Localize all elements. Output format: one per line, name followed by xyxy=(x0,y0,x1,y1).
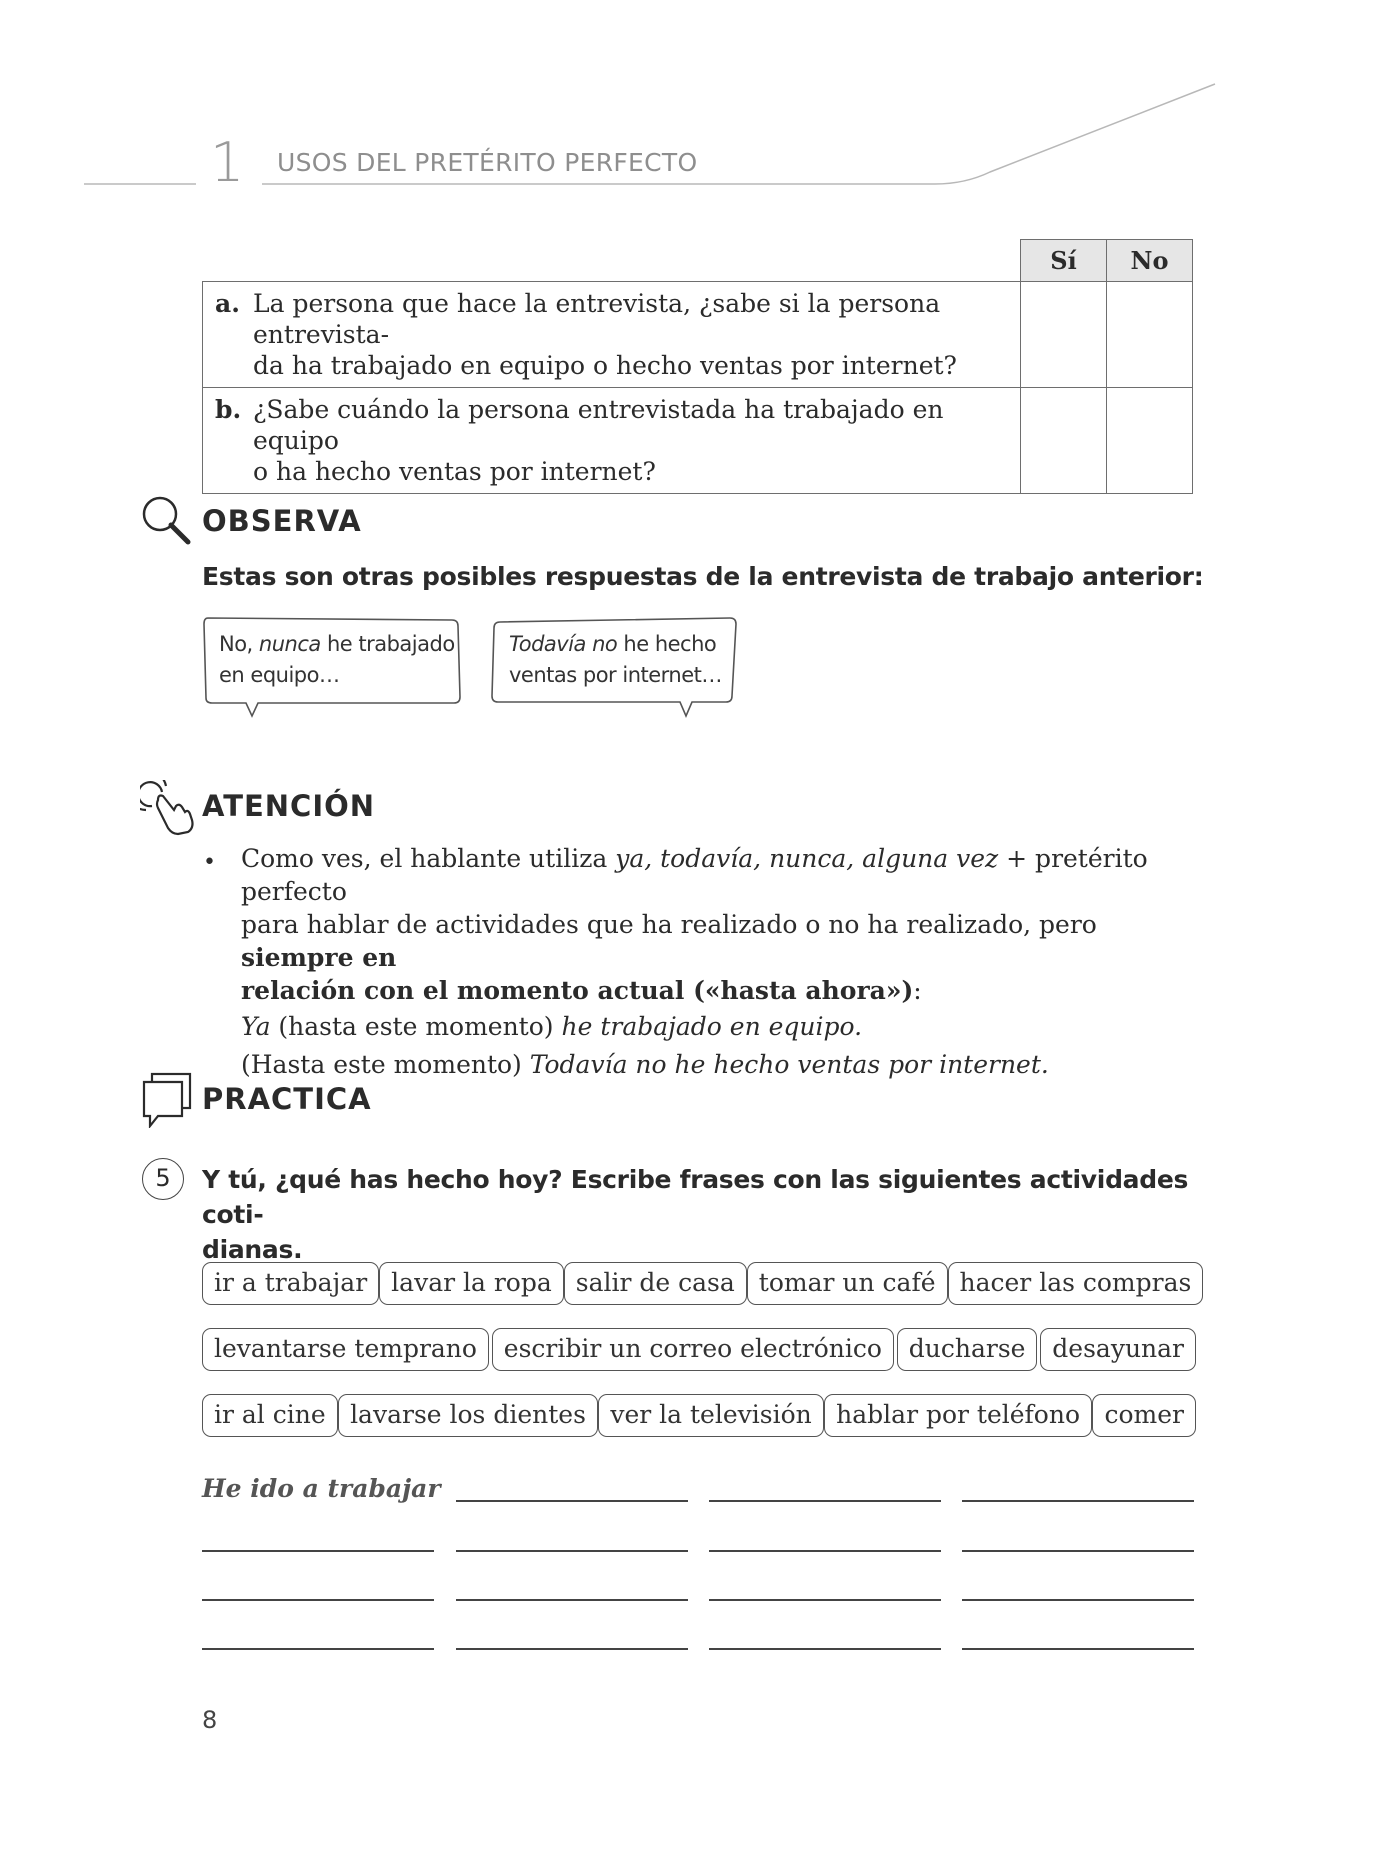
answer-line[interactable] xyxy=(456,1500,688,1502)
answer-line[interactable] xyxy=(709,1599,941,1601)
activity-chip: desayunar xyxy=(1040,1328,1196,1371)
chat-icon xyxy=(142,1072,194,1128)
activity-chips-row xyxy=(202,1262,1196,1305)
activity-chips-row xyxy=(202,1394,1196,1437)
answer-line[interactable] xyxy=(962,1599,1194,1601)
activity-chip: lavar la ropa xyxy=(379,1262,564,1305)
atencion-text: Como ves, el hablante utiliza ya, todavía, nunca, alguna vez + pretérito perfecto para hablar de actividades que ha realizado o no ha realizado, pero siempre en relación con el momento actual («hasta ahora»): Ya (hasta este momento) he trabajado en equipo. (Hasta este momento) Todavía no he hecho ventas por internet. xyxy=(241,842,1191,1083)
question-letter: a. xyxy=(215,289,240,318)
activity-chip: lavarse los dientes xyxy=(338,1394,598,1437)
answer-line[interactable] xyxy=(709,1648,941,1650)
answer-cell-no[interactable] xyxy=(1107,282,1193,388)
activity-chip: hacer las compras xyxy=(948,1262,1204,1305)
answer-line[interactable] xyxy=(709,1550,941,1552)
activity-chips-row xyxy=(202,1328,1196,1371)
answer-cell-no[interactable] xyxy=(1107,388,1193,494)
section-title-observa: OBSERVA xyxy=(202,504,362,538)
question-text-line: da ha trabajado en equipo o hecho ventas por internet? xyxy=(253,351,957,380)
question-text-line: o ha hecho ventas por internet? xyxy=(253,457,656,486)
answer-line[interactable] xyxy=(202,1550,434,1552)
activity-chip: ver la televisión xyxy=(598,1394,823,1437)
activity-chip: hablar por teléfono xyxy=(824,1394,1092,1437)
observa-lead: Estas son otras posibles respuestas de la entrevista de trabajo anterior: xyxy=(202,562,1204,591)
activity-chip: levantarse temprano xyxy=(202,1328,489,1371)
activity-chip: ir a trabajar xyxy=(202,1262,379,1305)
example-sentence-1: Ya (hasta este momento) he trabajado en equipo. xyxy=(241,1012,863,1041)
question-table xyxy=(202,239,1193,494)
table-row xyxy=(203,282,1193,388)
answer-line[interactable] xyxy=(962,1500,1194,1502)
example-answer: He ido a trabajar xyxy=(202,1474,441,1503)
example-sentence-2: (Hasta este momento) Todavía no he hecho ventas por internet. xyxy=(241,1050,1049,1079)
activity-chip: salir de casa xyxy=(564,1262,747,1305)
activity-chip: escribir un correo electrónico xyxy=(492,1328,894,1371)
activity-chip: tomar un café xyxy=(747,1262,948,1305)
bullet: • xyxy=(203,850,216,875)
chapter-title: USOS DEL PRETÉRITO PERFECTO xyxy=(277,148,698,177)
question-text-line: ¿Sabe cuándo la persona entrevistada ha trabajado en equipo xyxy=(253,395,944,455)
column-no: No xyxy=(1107,240,1193,282)
magnifier-icon xyxy=(140,494,192,546)
answer-cell-yes[interactable] xyxy=(1021,282,1107,388)
answer-line[interactable] xyxy=(456,1648,688,1650)
answer-line[interactable] xyxy=(202,1599,434,1601)
section-title-practica: PRACTICA xyxy=(202,1082,372,1116)
activity-chip: ir al cine xyxy=(202,1394,338,1437)
activity-chip: comer xyxy=(1092,1394,1196,1437)
table-row xyxy=(203,388,1193,494)
answer-line[interactable] xyxy=(962,1648,1194,1650)
speech-bubble-1-text: No, nunca he trabajado en equipo… xyxy=(219,632,455,687)
speech-bubble-2-text: Todavía no he hecho ventas por internet… xyxy=(509,632,722,687)
answer-line[interactable] xyxy=(456,1550,688,1552)
answer-line[interactable] xyxy=(202,1648,434,1650)
answer-line[interactable] xyxy=(709,1500,941,1502)
exercise-number: 5 xyxy=(142,1158,184,1200)
exercise-title: Y tú, ¿qué has hecho hoy? Escribe frases con las siguientes actividades coti- dianas. xyxy=(202,1165,1189,1264)
answer-line[interactable] xyxy=(962,1550,1194,1552)
answer-cell-yes[interactable] xyxy=(1021,388,1107,494)
activity-chip: ducharse xyxy=(897,1328,1038,1371)
touch-hand-icon xyxy=(140,780,196,836)
answer-line[interactable] xyxy=(456,1599,688,1601)
page-number: 8 xyxy=(202,1706,218,1734)
section-title-atencion: ATENCIÓN xyxy=(202,789,376,823)
question-letter: b. xyxy=(215,395,242,424)
question-text-line: La persona que hace la entrevista, ¿sabe si la persona entrevista- xyxy=(253,289,941,349)
chapter-number: 1 xyxy=(210,131,245,194)
column-yes: Sí xyxy=(1021,240,1107,282)
